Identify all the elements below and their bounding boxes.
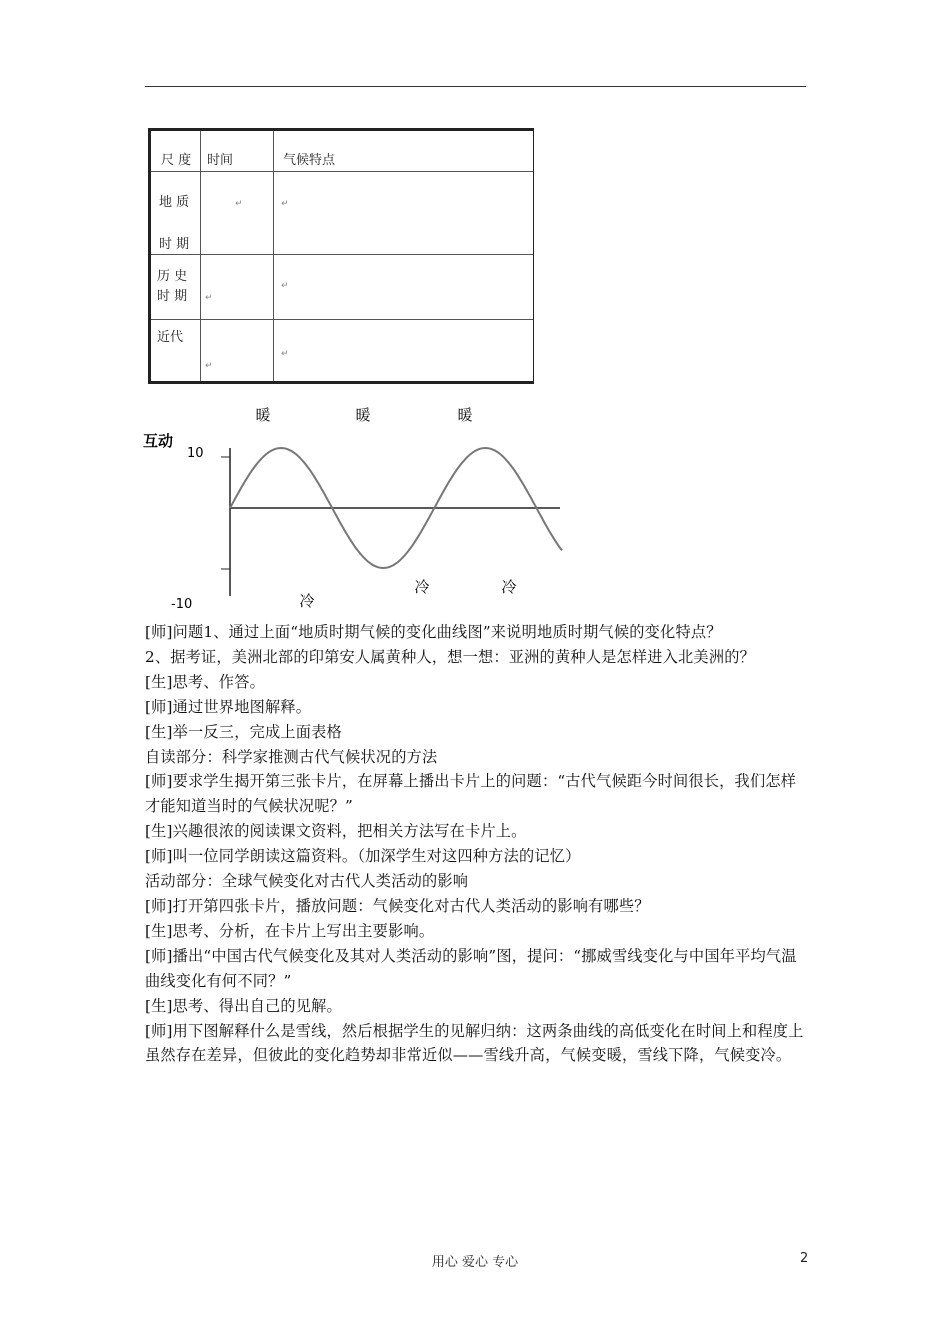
paragraph: [师]叫一位同学朗读这篇资料。（加深学生对这四种方法的记忆） [145, 847, 581, 866]
row-label-line1: 历 史 [157, 269, 188, 284]
paragraph: [师]问题1、通过上面“地质时期气候的变化曲线图”来说明地质时期气候的变化特点？ [145, 623, 722, 641]
paragraph-mark-icon: ↵ [205, 293, 213, 303]
paragraph-mark-icon: ↵ [281, 199, 289, 209]
table-row [151, 320, 533, 384]
warm-label: 暖 [255, 406, 271, 424]
paragraph: 2、据考证，美洲北部的印第安人属黄种人，想一想：亚洲的黄种人是怎样进入北美洲的？ [145, 647, 755, 666]
cold-label: 冷 [414, 578, 430, 596]
header-rule [145, 86, 806, 87]
row-label-line1: 地 质 [159, 195, 190, 210]
table-row [151, 171, 533, 255]
header-feature: 气候特点 [283, 153, 336, 168]
paragraph: 自读部分：科学家推测古代气候状况的方法 [145, 747, 438, 766]
paragraph: [生]举一反三，完成上面表格 [145, 722, 342, 741]
table-divider [200, 131, 201, 381]
chart-title: 互动 [143, 432, 174, 450]
row-label-line2: 时 期 [159, 237, 190, 252]
paragraph: [师]播出“中国古代气候变化及其对人类活动的影响”图，提问：“挪威雪线变化与中国年平均气温曲线变化有何不同？” [145, 946, 797, 990]
paragraph: [生]思考、得出自己的见解。 [145, 996, 342, 1015]
page-number: 2 [800, 1251, 809, 1266]
paragraph: [生]思考、作答。 [145, 672, 265, 691]
paragraph: [师]打开第四张卡片，播放问题：气候变化对古代人类活动的影响有哪些？ [145, 896, 650, 915]
warm-label: 暖 [355, 406, 371, 424]
paragraph-mark-icon: ↵ [281, 281, 289, 291]
lesson-text [145, 620, 810, 1068]
warm-label: 暖 [457, 406, 473, 424]
paragraph-mark-icon: ↵ [281, 349, 289, 359]
paragraph-mark-icon: ↵ [205, 361, 213, 371]
row-label-line1: 近代 [157, 330, 184, 345]
paragraph: 活动部分：全球气候变化对古代人类活动的影响 [145, 872, 469, 891]
paragraph: [生]兴趣很浓的阅读课文资料，把相关方法写在卡片上。 [145, 822, 527, 841]
table-row [151, 255, 533, 320]
table-header-row [151, 131, 533, 172]
y-tick-label-bottom: -10 [171, 597, 193, 612]
paragraph-mark-icon: ↵ [235, 199, 243, 209]
paragraph: [师]通过世界地图解释。 [145, 697, 312, 716]
cold-label: 冷 [501, 578, 517, 596]
footer-motto: 用心 爱心 专心 [431, 1255, 519, 1270]
paragraph: [师]要求学生揭开第三张卡片，在屏幕上播出卡片上的问题：“古代气候距今时间很长，我们怎样才能知道当时的气候状况呢？” [145, 772, 797, 816]
y-tick-label-top: 10 [187, 446, 204, 461]
header-scale: 尺 度 [161, 153, 192, 168]
table-divider [273, 131, 274, 381]
paragraph: [生]思考、分析，在卡片上写出主要影响。 [145, 921, 435, 940]
climate-table [148, 128, 534, 384]
row-label-line2: 时 期 [157, 289, 188, 304]
header-time: 时间 [207, 153, 234, 168]
cold-label: 冷 [299, 592, 315, 610]
climate-curve-chart [135, 398, 575, 618]
paragraph: [师]用下图解释什么是雪线，然后根据学生的见解归纳：这两条曲线的高低变化在时间上和程度上虽然存在差异，但彼此的变化趋势却非常近似——雪线升高，气候变暖，雪线下降，气候变冷。 [145, 1021, 804, 1065]
